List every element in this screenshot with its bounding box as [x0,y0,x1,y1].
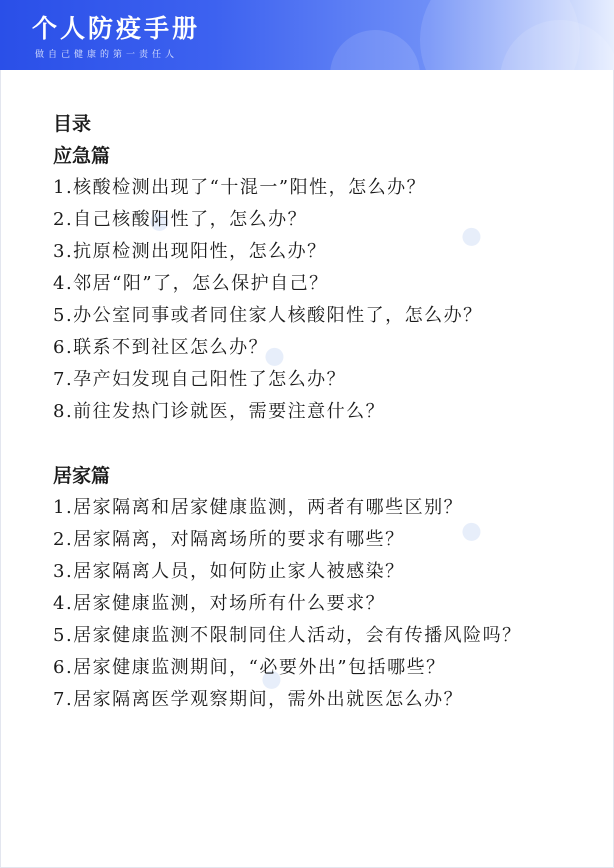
toc-item[interactable]: 2.自己核酸阳性了，怎么办？ [53,209,308,230]
section-heading: 居家篇 [53,465,111,487]
toc-item[interactable]: 3.居家隔离人员，如何防止家人被感染？ [53,561,405,582]
banner-subtitle: 做自己健康的第一责任人 [35,50,179,60]
toc-item[interactable]: 1.核酸检测出现了“十混一”阳性，怎么办？ [53,177,427,198]
toc-item[interactable]: 3.抗原检测出现阳性，怎么办？ [53,241,327,262]
toc-item[interactable]: 4.居家健康监测，对场所有什么要求？ [53,593,386,614]
toc-title: 目录 [53,113,92,135]
toc-item[interactable]: 7.孕产妇发现自己阳性了怎么办？ [53,369,347,390]
toc-item[interactable]: 6.联系不到社区怎么办？ [53,337,269,358]
toc-item[interactable]: 5.办公室同事或者同住家人核酸阳性了，怎么办？ [53,305,483,326]
toc-item[interactable]: 8.前往发热门诊就医，需要注意什么？ [53,401,386,422]
table-of-contents [53,108,583,716]
toc-item[interactable]: 5.居家健康监测不限制同住人活动，会有传播风险吗？ [53,625,522,646]
toc-item[interactable]: 7.居家隔离医学观察期间，需外出就医怎么办？ [53,689,464,710]
toc-item[interactable]: 1.居家隔离和居家健康监测，两者有哪些区别？ [53,497,464,518]
header-banner [0,0,614,70]
section-home [53,460,583,716]
section-emergency [53,140,583,428]
section-heading: 应急篇 [53,145,111,167]
toc-item[interactable]: 4.邻居“阳”了，怎么保护自己？ [53,273,329,294]
toc-item[interactable]: 6.居家健康监测期间，“必要外出”包括哪些？ [53,657,446,678]
banner-title: 个人防疫手册 [32,14,201,43]
toc-item[interactable]: 2.居家隔离，对隔离场所的要求有哪些？ [53,529,405,550]
